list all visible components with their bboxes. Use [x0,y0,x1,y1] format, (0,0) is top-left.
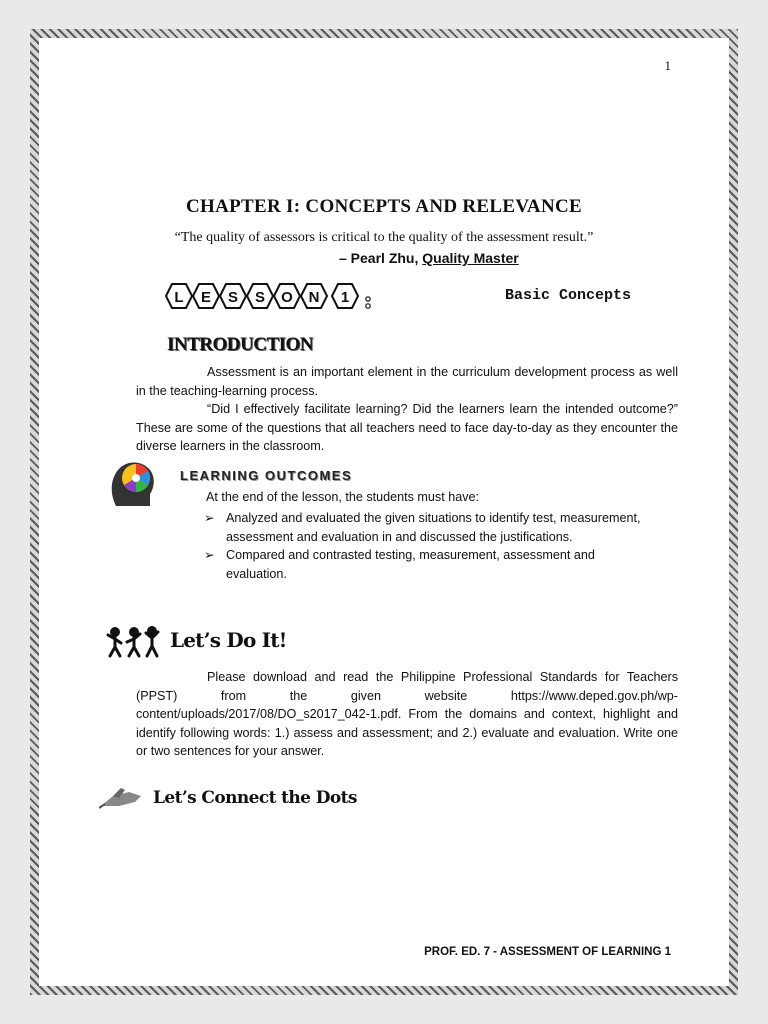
lesson-letter: L [174,289,184,306]
intro-text-1: Assessment is an important element in the curriculum development process as well in the teaching-learning process. [136,365,678,398]
lesson-badge-icon [163,281,393,311]
quote-author [339,250,519,266]
intro-paragraph-1 [136,363,678,400]
color-wheel-head-icon [106,454,158,510]
quote: “The quality of assessors is critical to the quality of the assessment result.” [174,230,594,245]
footer: PROF. ED. 7 - ASSESSMENT OF LEARNING 1 [424,946,671,958]
lets-do-it-paragraph [136,668,678,761]
pencil-hand-icon [99,786,145,810]
dancing-people-icon [106,626,166,660]
document-page [39,38,729,986]
list-item [204,509,644,546]
arrow-bullet-icon: ➢ [204,548,215,562]
lesson-letter: S [227,289,239,306]
lesson-letter: N [308,289,320,306]
chapter-title: CHAPTER I: CONCEPTS AND RELEVANCE [186,196,582,217]
intro-paragraph-2 [136,400,678,456]
lesson-title: Basic Concepts [505,287,632,304]
author-work: Quality Master [422,250,519,266]
author-name: – Pearl Zhu, [339,250,423,266]
arrow-bullet-icon: ➢ [204,511,215,525]
outcome-text: Analyzed and evaluated the given situations to identify test, measurement, assessment and evaluation in and discussed the justifications. [226,511,641,544]
learning-outcomes-heading: LEARNING OUTCOMES [180,468,353,483]
outcomes-intro: At the end of the lesson, the students must have: [206,490,480,504]
page-border [30,29,738,995]
intro-text-2: “Did I effectively facilitate learning? Did the learners learn the intended outcome?” These are some of the questions that all teachers need to face day-to-day as they encounter the diverse learners in the classroom. [136,402,678,453]
lesson-letter: O [281,289,293,306]
lesson-letter: S [254,289,266,306]
list-item [204,546,644,583]
connect-the-dots-heading: Let’s Connect the Dots [153,788,357,808]
lets-do-it-text: Please download and read the Philippine Professional Standards for Teachers (PPST) from the given website https://www.deped.gov.ph/wp-content/uploads/2017/08/DO_s2017_042-1.pdf. From the domains and context, highlight and identify following words: 1.) assess and assessment; and 2.) evaluate and evaluation. Write one or two sentences for your answer. [136,670,678,758]
lets-do-it-heading: Let’s Do It! [170,628,287,652]
introduction-heading: INTRODUCTION [167,334,314,355]
lesson-letter: E [200,289,212,306]
outcome-text: Compared and contrasted testing, measurement, assessment and evaluation. [226,548,595,581]
outcomes-list [204,509,644,583]
lesson-number: 1 [340,289,350,306]
page-number: 1 [664,58,671,73]
